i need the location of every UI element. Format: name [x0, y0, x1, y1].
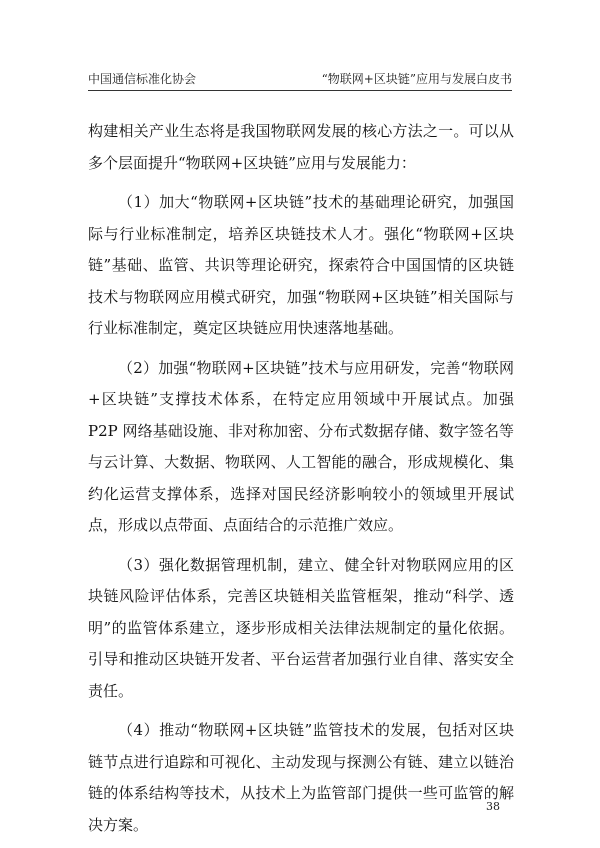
intro-paragraph: 构建相关产业生态将是我国物联网发展的核心方法之一。可以从多个层面提升“物联网+区块链”应用与发展能力：	[88, 122, 514, 172]
paragraph-item-3: （3）强化数据管理机制，建立、健全针对物联网应用的区块链风险评估体系，完善区块链相关监管框架，推动“科学、透明”的监管体系建立，逐步形成相关法律法规制定的量化依据。引导和推动区块链开发者、平台运营者加强行业自律、落实安全责任。	[88, 555, 514, 700]
header-organization: 中国通信标准化协会	[88, 72, 197, 86]
page-body	[88, 116, 514, 841]
header-divider	[88, 90, 512, 91]
paragraph-item-1: （1）加大“物联网+区块链”技术的基础理论研究，加强国际与行业标准制定，培养区块链技术人才。强化“物联网+区块链”基础、监管、共识等理论研究，探索符合中国国情的区块链技术与物联网应用模式研究，加强“物联网+区块链”相关国际与行业标准制定，奠定区块链应用快速落地基础。	[88, 193, 514, 337]
page-header	[88, 70, 512, 88]
page-number: 38	[486, 800, 500, 813]
paragraph-item-2: （2）加强“物联网+区块链”技术与应用研发，完善“物联网+区块链”支撑技术体系，在特定应用领域中开展试点。加强 P2P 网络基础设施、非对称加密、分布式数据存储、数字签名等与云计算、大数据、物联网、人工智能的融合，形成规模化、集约化运营支撑体系，选择对国民经济影响较小的领域里开展试点，形成以点带面、点面结合的示范推广效应。	[88, 358, 514, 534]
paragraph-item-4: （4）推动“物联网+区块链”监管技术的发展，包括对区块链节点进行追踪和可视化、主动发现与探测公有链、建立以链治链的体系结构等技术，从技术上为监管部门提供一些可监管的解决方案。	[88, 721, 514, 834]
header-document-title: “物联网+区块链”应用与发展白皮书	[321, 72, 512, 86]
